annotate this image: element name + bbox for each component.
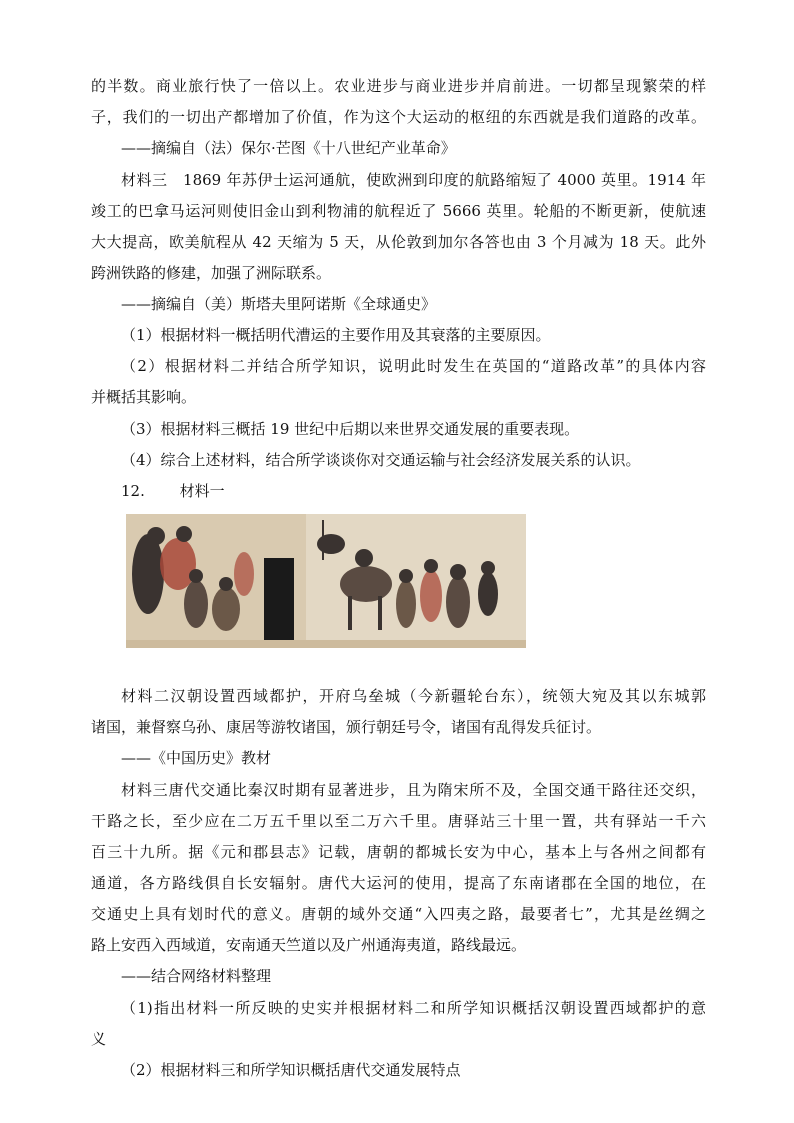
question-item: （1)指出材料一所反映的史实并根据材料二和所学知识概括汉朝设置西域都护的意 [121,999,706,1017]
question-item: （1）根据材料一概括明代漕运的主要作用及其衰落的主要原因。 [121,326,551,344]
text-line: 子，我们的一切出产都增加了价值，作为这个大运动的枢纽的东西就是我们道路的改革。 [91,108,706,126]
source-citation: ——结合网络材料整理 [121,967,272,985]
question-number: 12. 材料一 [121,482,225,500]
text-line: 通道，各方路线俱自长安辐射。唐代大运河的使用，提高了东南诸郡在全国的地位，在 [91,874,706,892]
source-citation: ——摘编自（法）保尔·芒图《十八世纪产业革命》 [121,139,456,157]
ancient-mural-image [126,514,526,648]
text-line: 干路之长，至少应在二万五千里以至二万六千里。唐驿站三十里一置，共有驿站一千六 [91,812,706,830]
text-line: 大大提高，欧美航程从 42 天缩为 5 天，从伦敦到加尔各答也由 3 个月减为 18 天。此外 [91,233,706,251]
text-line: 材料二汉朝设置西域都护，开府乌垒城（今新疆轮台东），统领大宛及其以东城郭 [121,687,706,705]
text-line: 竣工的巴拿马运河则使旧金山到利物浦的航程近了 5666 英里。轮船的不断更新，使航速 [91,202,706,220]
question-item: （2）根据材料三和所学知识概括唐代交通发展特点 [121,1061,461,1079]
text-line: 交通史上具有划时代的意义。唐朝的域外交通“入四夷之路，最要者七”，尤其是丝绸之 [91,905,706,923]
text-line: 诸国，兼督察乌孙、康居等游牧诸国，颁行朝廷号令，诸国有乱得发兵征讨。 [91,718,602,736]
text-line: 材料三 1869 年苏伊士运河通航，使欧洲到印度的航路缩短了 4000 英里。1914 年 [121,171,706,189]
question-item: （4）综合上述材料，结合所学谈谈你对交通运输与社会经济发展关系的认识。 [121,451,641,469]
source-citation: ——摘编自（美）斯塔夫里阿诺斯《全球通史》 [121,295,437,313]
text-line: 义 [91,1030,107,1048]
text-line: 的半数。商业旅行快了一倍以上。农业进步与商业进步并肩前进。一切都呈现繁荣的样 [91,77,706,95]
source-citation: ——《中国历史》教材 [121,749,272,767]
text-line: 跨洲铁路的修建，加强了洲际联系。 [91,264,332,282]
text-line: 路上安西入西域道，安南通天竺道以及广州通海夷道，路线最远。 [91,936,527,954]
text-line: 材料三唐代交通比秦汉时期有显著进步，且为隋宋所不及，全国交通干路往还交织， [121,781,706,799]
text-line: 并概括其影响。 [91,388,197,406]
question-item: （2）根据材料二并结合所学知识，说明此时发生在英国的“道路改革”的具体内容 [121,357,706,375]
text-line: 百三十九所。据《元和郡县志》记载，唐朝的都城长安为中心，基本上与各州之间都有 [91,843,706,861]
question-item: （3）根据材料三概括 19 世纪中后期以来世界交通发展的重要表现。 [121,420,580,438]
